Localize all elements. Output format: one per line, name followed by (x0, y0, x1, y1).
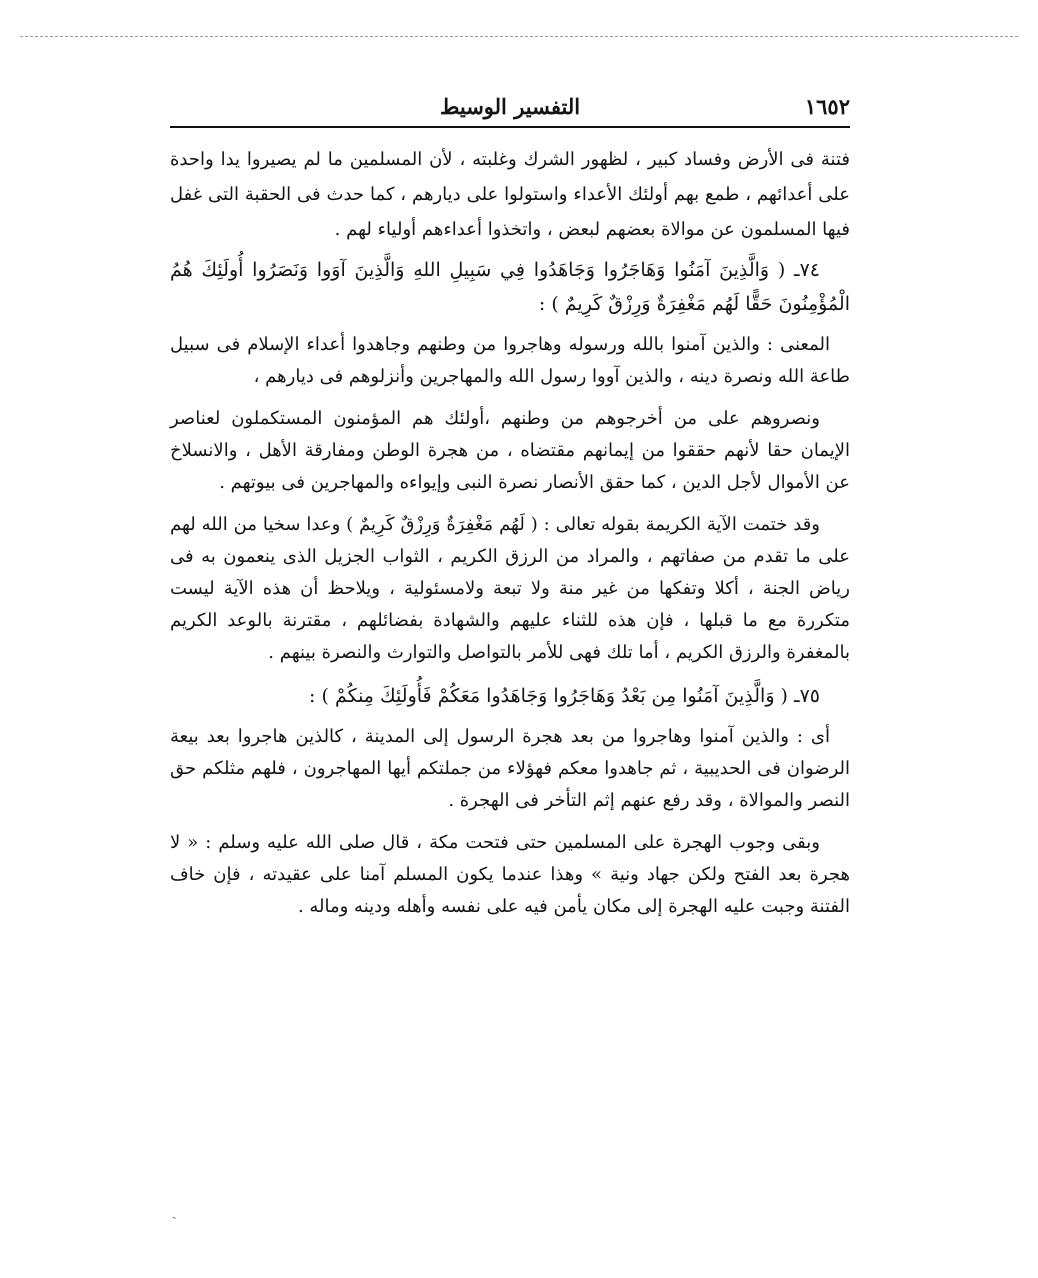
book-title: التفسير الوسيط (439, 94, 581, 119)
paragraph-intro: فتنة فى الأرض وفساد كبير ، لظهور الشرك وغلبته ، لأن المسلمين ما لم يصيروا يدا واحدة على أعدائهم ، طمع بهم أولئك الأعداء واستولوا على ديارهم ، كما حدث فى الحقبة التى غفل فيها المسلمون عن موالاة بعضهم لبعض ، واتخذوا أعداءهم أولياء لهم . (170, 149, 850, 240)
paragraph-later-migrants: أى : والذين آمنوا وهاجروا من بعد هجرة الرسول إلى المدينة ، كالذين هاجروا بعد بيعة الرضوان فى الحديبية ، ثم جاهدوا معكم فهؤلاء من جملتكم أيها المهاجرون ، فلهم مثلكم حق النصر والموالاة ، وقد رفع عنهم إثم التأخر فى الهجرة . (170, 726, 850, 811)
scan-speck: ˏ (172, 1204, 177, 1220)
paragraph-meaning: المعنى : والذين آمنوا بالله ورسوله وهاجروا من وطنهم وجاهدوا أعداء الإسلام فى سبيل طاعة الله ونصرة دينه ، والذين آووا رسول الله والمهاجرين وأنزلوهم فى ديارهم ، (170, 334, 850, 387)
verse-74: ٧٤ـ ( وَالَّذِينَ آمَنُوا وَهَاجَرُوا وَجَاهَدُوا فِي سَبِيلِ اللهِ وَالَّذِينَ آوَوا وَنَصَرُوا أُولَئِكَ هُمُ الْمُؤْمِنُونَ حَقًّا لَهُم مَغْفِرَةٌ وَرِزْقٌ كَرِيمٌ ) : (170, 259, 850, 315)
paragraph-hijra-rule: وبقى وجوب الهجرة على المسلمين حتى فتحت مكة ، قال صلى الله عليه وسلم : « لا هجرة بعد الفتح ولكن جهاد ونية » وهذا عندما يكون المسلم آمنا على عقيدته ، فإن خاف الفتنة وجبت عليه الهجرة إلى مكان يأمن فيه على نفسه وأهله ودينه وماله . (170, 832, 850, 917)
paragraph-reward: وقد ختمت الآية الكريمة بقوله تعالى : ( لَهُم مَغْفِرَةٌ وَرِزْقٌ كَرِيمٌ ) وعدا سخيا من الله لهم على ما تقدم من صفاتهم ، والمراد من الرزق الكريم ، الثواب الجزيل الذى ينعمون به فى رياض الجنة ، أكلا وتفكها من غير منة ولا تبعة ولامسئولية ، ويلاحظ أن هذه الآية ليست متكررة مع ما قبلها ، فإن هذه للثناء عليهم والشهادة بفضائلهم ، مقترنة بالوعد الكريم بالمغفرة والرزق الكريم ، أما تلك فهى للأمر بالتواصل والتوارث والنصرة بينهم . (170, 514, 850, 663)
page-number: ١٦٥٢ (804, 94, 850, 119)
page-body (170, 142, 850, 923)
book-page (170, 92, 850, 933)
paragraph-believers: ونصروهم على من أخرجوهم من وطنهم ،أولئك هم المؤمنون المستكملون لعناصر الإيمان حقا لأنهم حققوا من إيمانهم مقتضاه ، من هجرة الوطن ومفارقة الأهل ، والانسلاخ عن الأموال لأجل الدين ، كما حقق الأنصار نصرة النبى وإيواءه والمهاجرين فى بيوتهم . (170, 408, 850, 493)
running-header (170, 92, 850, 128)
scan-edge-line (20, 36, 1018, 37)
verse-75: ٧٥ـ ( وَالَّذِينَ آمَنُوا مِن بَعْدُ وَهَاجَرُوا وَجَاهَدُوا مَعَكُمْ فَأُولَئِكَ مِنكُمْ ) : (309, 685, 820, 707)
